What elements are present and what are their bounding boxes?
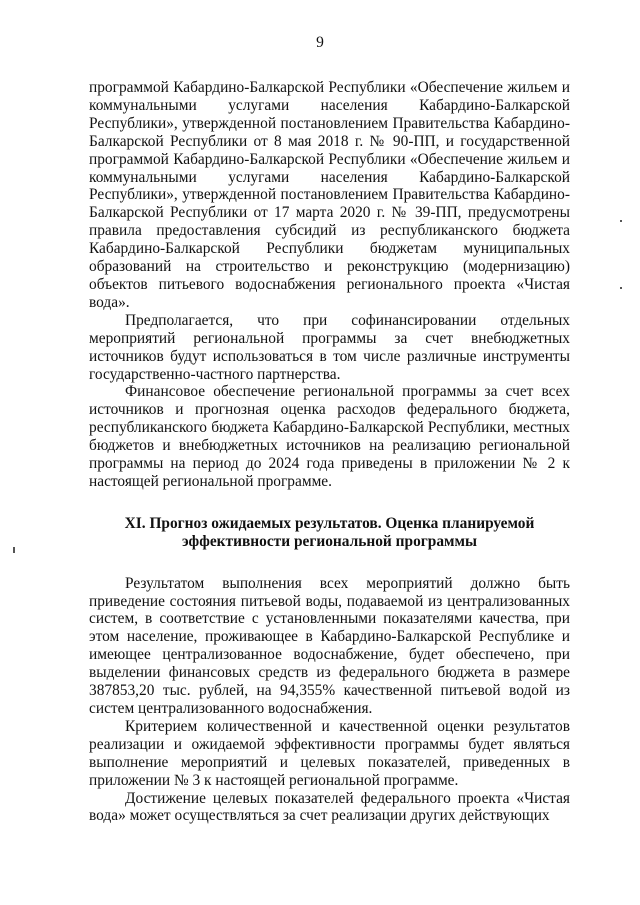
paragraph-results: Результатом выполнения всех мероприятий должно быть приведение состояния питьевой воды, подаваемой из централизованных систем, в соответствие с установленными показателями качества, при этом население, проживающее в Кабардино-Балкарской Республике и имеющее централизованное водоснабжение, будет обеспечено, при выделении финансовых средств из федерального бюджета в размере 387853,20 тыс. рублей, на 94,355% качественной питьевой водой из систем централизованного водоснабжения.: [89, 574, 570, 717]
scan-speck: [620, 287, 622, 289]
paragraph-continuation: программой Кабардино-Балкарской Республики «Обеспечение жильем и коммунальными услугами населения Кабардино-Балкарской Республики», утвержденной постановлением Правительства Кабардино-Балкарской Республики от 8 мая 2018 г. № 90-ПП, и государственной программой Кабардино-Балкарской Республики «Обеспечение жильем и коммунальными услугами населения Кабардино-Балкарской Республики», утвержденной постановлением Правительства Кабардино-Балкарской Республики от 17 марта 2020 г. № 39-ПП, предусмотрены правила предоставления субсидий из республиканского бюджета Кабардино-Балкарской Республики бюджетам муниципальных образований на строительство и реконструкцию (модернизацию) объектов питьевого водоснабжения регионального проекта «Чистая вода».: [89, 79, 570, 311]
document-body: [89, 79, 570, 825]
page-number: 9: [316, 34, 324, 51]
section-heading-line-2: эффективности региональной программы: [181, 532, 477, 550]
section-heading-line-1: XI. Прогноз ожидаемых результатов. Оценка планируемой: [124, 514, 535, 532]
paragraph-targets: Достижение целевых показателей федерального проекта «Чистая вода» может осуществляться за счет реализации других действующих: [89, 789, 570, 825]
scan-speck: [620, 220, 622, 222]
section-heading: [89, 515, 570, 551]
paragraph-cofinancing: Предполагается, что при софинансировании отдельных мероприятий региональной программы за счет внебюджетных источников будут использоваться в том числе различные инструменты государственно-частного партнерства.: [89, 311, 570, 383]
scan-speck: [13, 547, 15, 553]
paragraph-criteria: Критерием количественной и качественной оценки результатов реализации и ожидаемой эффективности программы будет являться выполнение мероприятий и целевых показателей, приведенных в приложении № 3 к настоящей региональной программе.: [89, 717, 570, 789]
paragraph-financing: Финансовое обеспечение региональной программы за счет всех источников и прогнозная оценка расходов федерального бюджета, республиканского бюджета Кабардино-Балкарской Республики, местных бюджетов и внебюджетных источников на реализацию региональной программы на период до 2024 года приведены в приложении № 2 к настоящей региональной программе.: [89, 383, 570, 490]
